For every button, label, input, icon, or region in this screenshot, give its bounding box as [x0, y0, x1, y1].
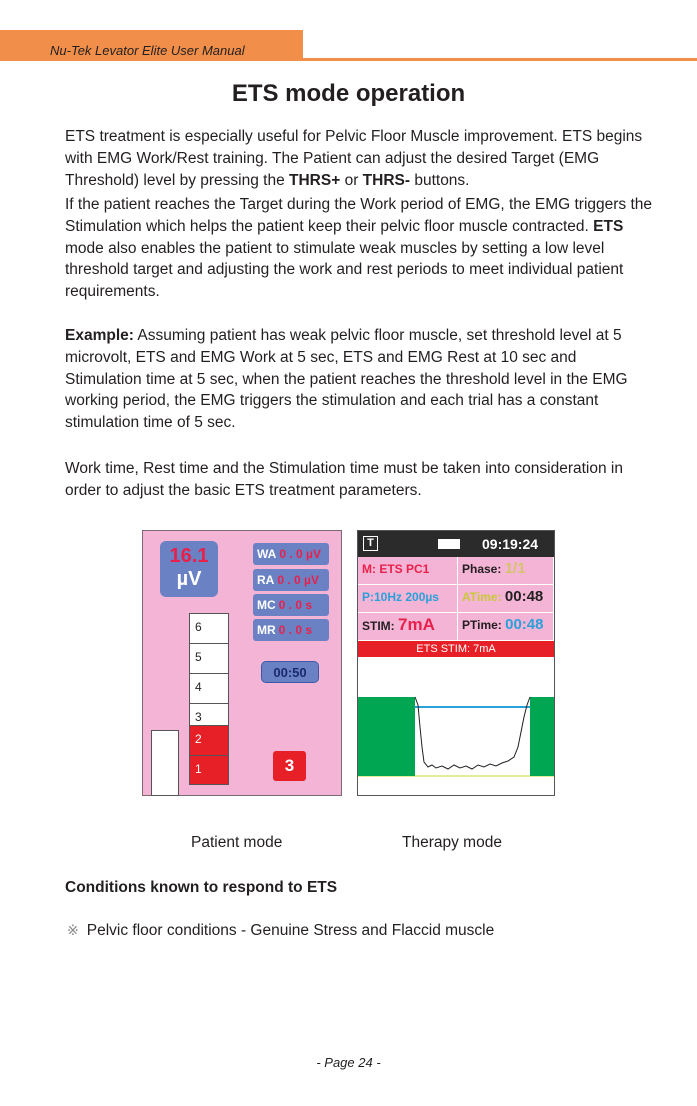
ptime-cell: PTime: 00:48: [458, 613, 554, 641]
mr-param: MR 0 . 0 s: [253, 619, 329, 641]
intro-paragraph-1: ETS treatment is especially useful for Pelvic Floor Muscle improvement. ETS begins with EMG Work/Rest training. The Patient can adjust the desired Target (EMG Threshold) level by pressing the THRS+ or THRS- buttons.: [65, 128, 643, 189]
ladder-rung: 4: [189, 673, 229, 703]
stim-block-left: [358, 697, 415, 776]
page-number: - Page 24 -: [316, 1055, 381, 1070]
patient-mode-screen: [142, 530, 342, 796]
conditions-heading: Conditions known to respond to ETS: [65, 879, 338, 896]
wa-param: WA 0 . 0 µV: [253, 543, 329, 565]
clock: 09:19:24: [482, 536, 539, 552]
pulse-cell: P:10Hz 200µs: [358, 585, 458, 613]
stim-cell: STIM: 7mA: [358, 613, 458, 641]
atime-cell: ATime: 00:48: [458, 585, 554, 613]
battery-icon: [438, 539, 460, 549]
trial-counter: 3: [273, 751, 306, 781]
header-rule: [0, 58, 697, 61]
ladder-rung-active: 1: [189, 755, 229, 785]
ladder-rung: 5: [189, 643, 229, 673]
threshold-ladder: [189, 613, 229, 785]
ladder-rung: 3: [189, 703, 229, 725]
emg-value-display: 16.1 µV: [160, 541, 218, 597]
emg-level-bar: [151, 730, 179, 796]
ladder-rung: 6: [189, 613, 229, 643]
page-title: ETS mode operation: [231, 80, 466, 107]
mode-cell: M: ETS PC1: [358, 557, 458, 585]
ra-param: RA 0 . 0 µV: [253, 569, 329, 591]
emg-waveform: [358, 657, 554, 795]
therapy-icon: T: [363, 536, 378, 551]
conditions-item: ※ Pelvic floor conditions - Genuine Stress and Flaccid muscle: [67, 922, 495, 939]
mc-param: MC 0 . 0 s: [253, 594, 329, 616]
note-paragraph: Work time, Rest time and the Stimulation time must be taken into consideration in order to adjust the basic ETS treatment parameters.: [65, 460, 623, 499]
therapy-mode-screen: [357, 530, 555, 796]
manual-title: Nu-Tek Levator Elite User Manual: [50, 43, 245, 58]
intro-paragraph-2: If the patient reaches the Target during the Work period of EMG, the EMG triggers the Stimulation which helps the patient keep their pelvic floor muscle contracted. ETS mode also enables the patient to stimulate weak muscles by setting a low level threshold target and adjusting the work and rest periods to meet individual patient requirements.: [65, 196, 653, 301]
ladder-rung-active: 2: [189, 725, 229, 755]
caption-therapy-mode: Therapy mode: [402, 834, 502, 851]
ets-stim-banner: ETS STIM: 7mA: [358, 641, 554, 657]
stim-block-right: [530, 697, 554, 776]
example-paragraph: Example: Assuming patient has weak pelvic floor muscle, set threshold level at 5 microvolt, ETS and EMG Work at 5 sec, ETS and EMG Rest at 10 sec and Stimulation time at 5 sec, when the patient reaches the threshold level in the EMG working period, the EMG triggers the stimulation and each trial has a constant stimulation time of 5 sec.: [65, 327, 628, 432]
status-bar: [358, 531, 554, 557]
reference-mark-icon: ※: [67, 922, 79, 938]
session-timer: 00:50: [261, 661, 319, 683]
phase-cell: Phase: 1/1: [458, 557, 554, 585]
caption-patient-mode: Patient mode: [191, 834, 283, 851]
